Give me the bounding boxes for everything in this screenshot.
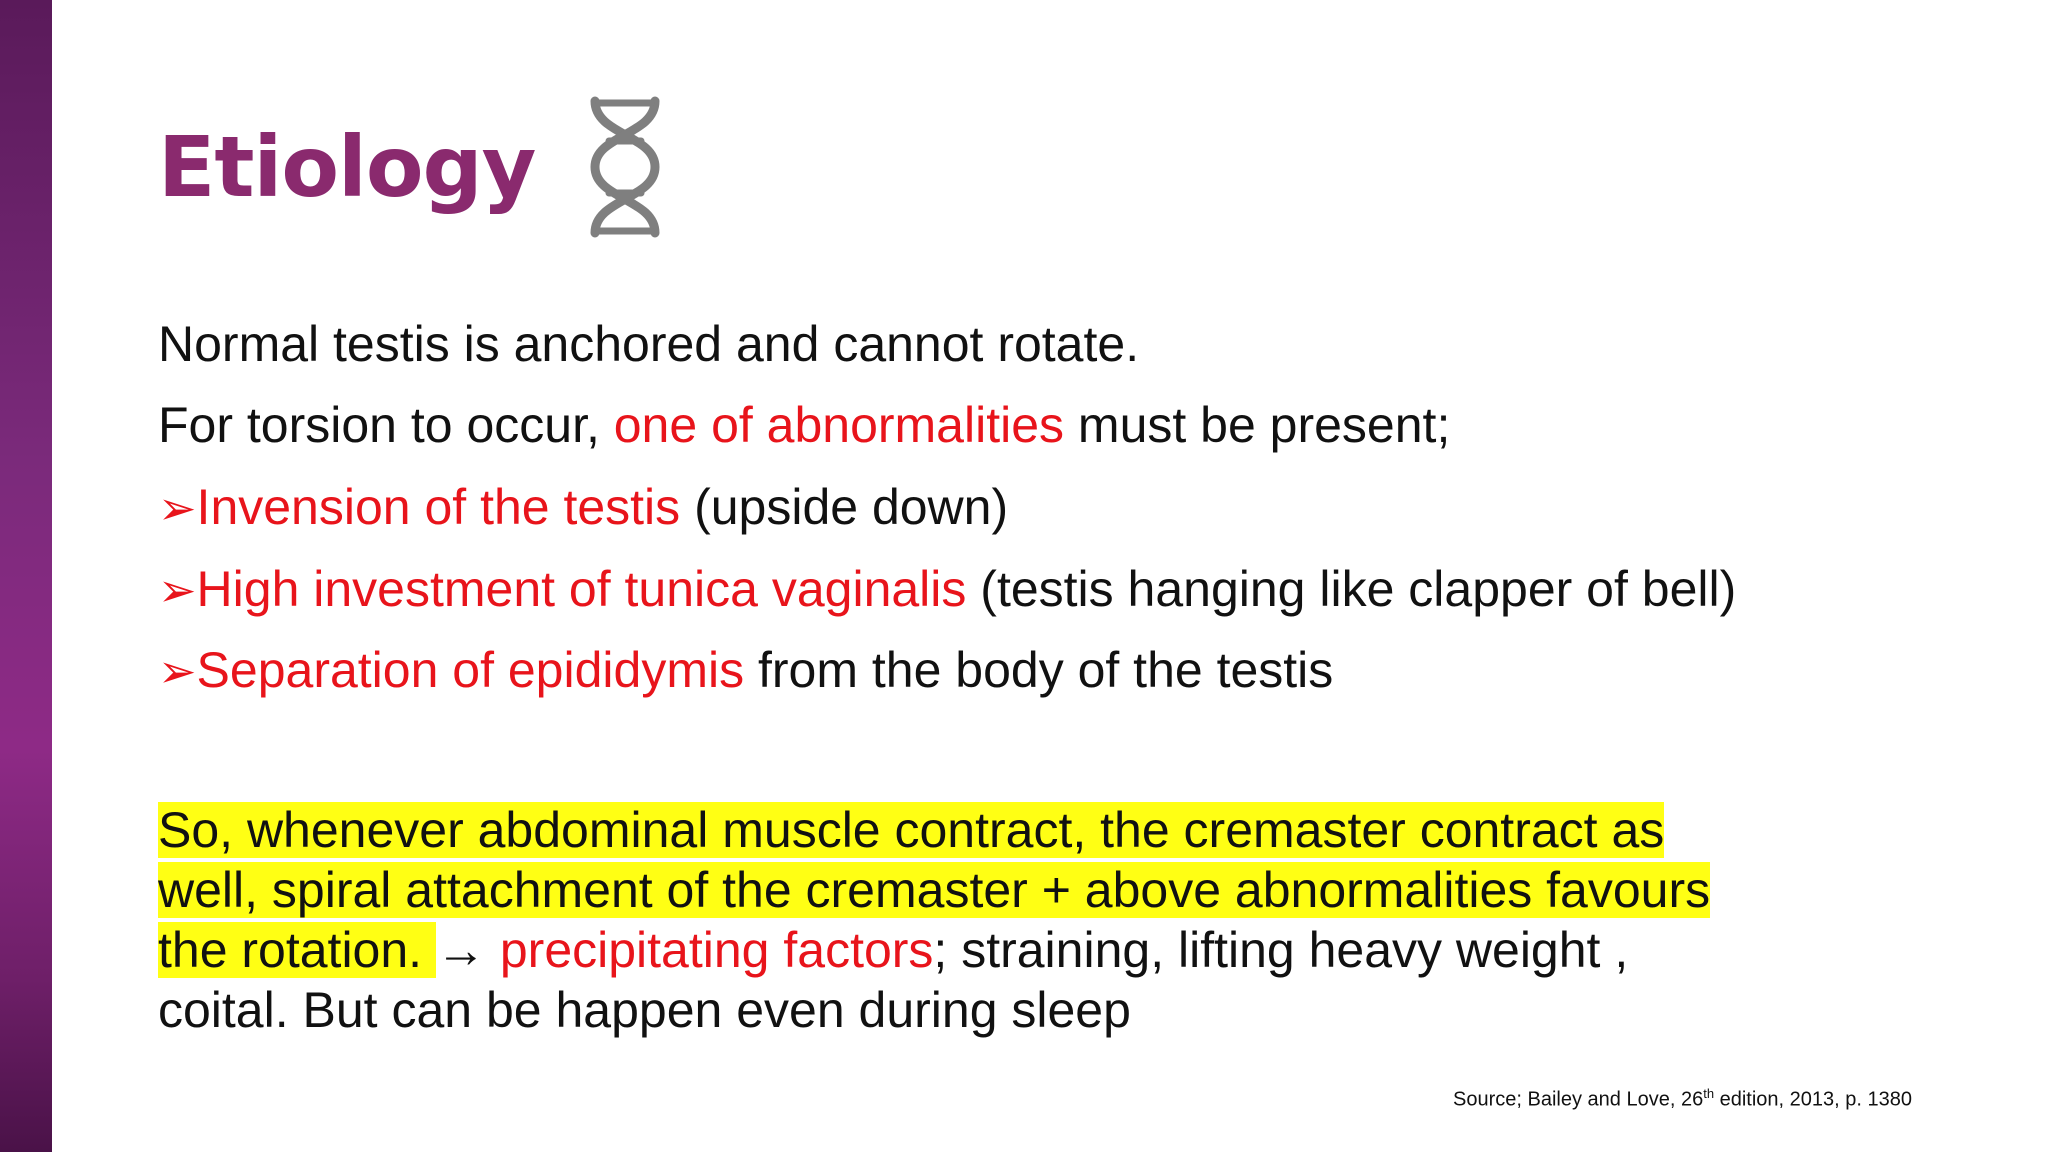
text-line-1: Normal testis is anchored and cannot rotate. [158,316,1140,372]
arrow-bullet-icon: ➢ [158,564,197,616]
source-citation [1453,1086,1912,1112]
highlighted-text: the rotation. [158,922,436,978]
arrow-bullet-icon: ➢ [158,645,197,697]
line2-before: For torsion to occur, [158,397,614,453]
explanation-paragraph [158,800,1918,1040]
arrow-right-icon: → [435,922,486,978]
bullet-rest-text: (testis hanging like clapper of bell) [966,561,1737,617]
bullet-red-text: Separation of epididymis [196,642,745,698]
highlighted-text: So, whenever abdominal muscle contract, the cremaster contract as [158,802,1665,858]
title-row [158,92,663,242]
highlighted-text: well, spiral attachment of the cremaster + above abnormalities favours [158,862,1711,918]
line2-highlight: one of abnormalities [613,397,1065,453]
paragraph-rest-text: ; straining, lifting heavy weight , [933,922,1629,978]
paragraph-rest-text: coital. But can be happen even during sleep [158,982,1131,1038]
slide-title: Etiology [158,118,536,216]
source-superscript: th [1703,1086,1715,1101]
bullet-item [158,477,1008,538]
source-prefix: Source; Bailey and Love, 26 [1453,1088,1704,1111]
bullet-red-text: Invension of the testis [196,479,681,535]
bullet-rest-text: (upside down) [680,479,1009,535]
text-line-2 [158,395,1450,455]
dna-icon [587,95,663,239]
bullet-rest-text: from the body of the testis [744,642,1334,698]
side-accent-bar [0,0,52,1152]
source-suffix: edition, 2013, p. 1380 [1714,1088,1912,1111]
bullet-item [158,640,1333,701]
line2-after: must be present; [1064,397,1451,453]
arrow-bullet-icon: ➢ [158,482,197,534]
bullet-red-text: High investment of tunica vaginalis [196,561,967,617]
bullet-item [158,559,1736,620]
precipitating-factors-text: precipitating factors [499,922,934,978]
